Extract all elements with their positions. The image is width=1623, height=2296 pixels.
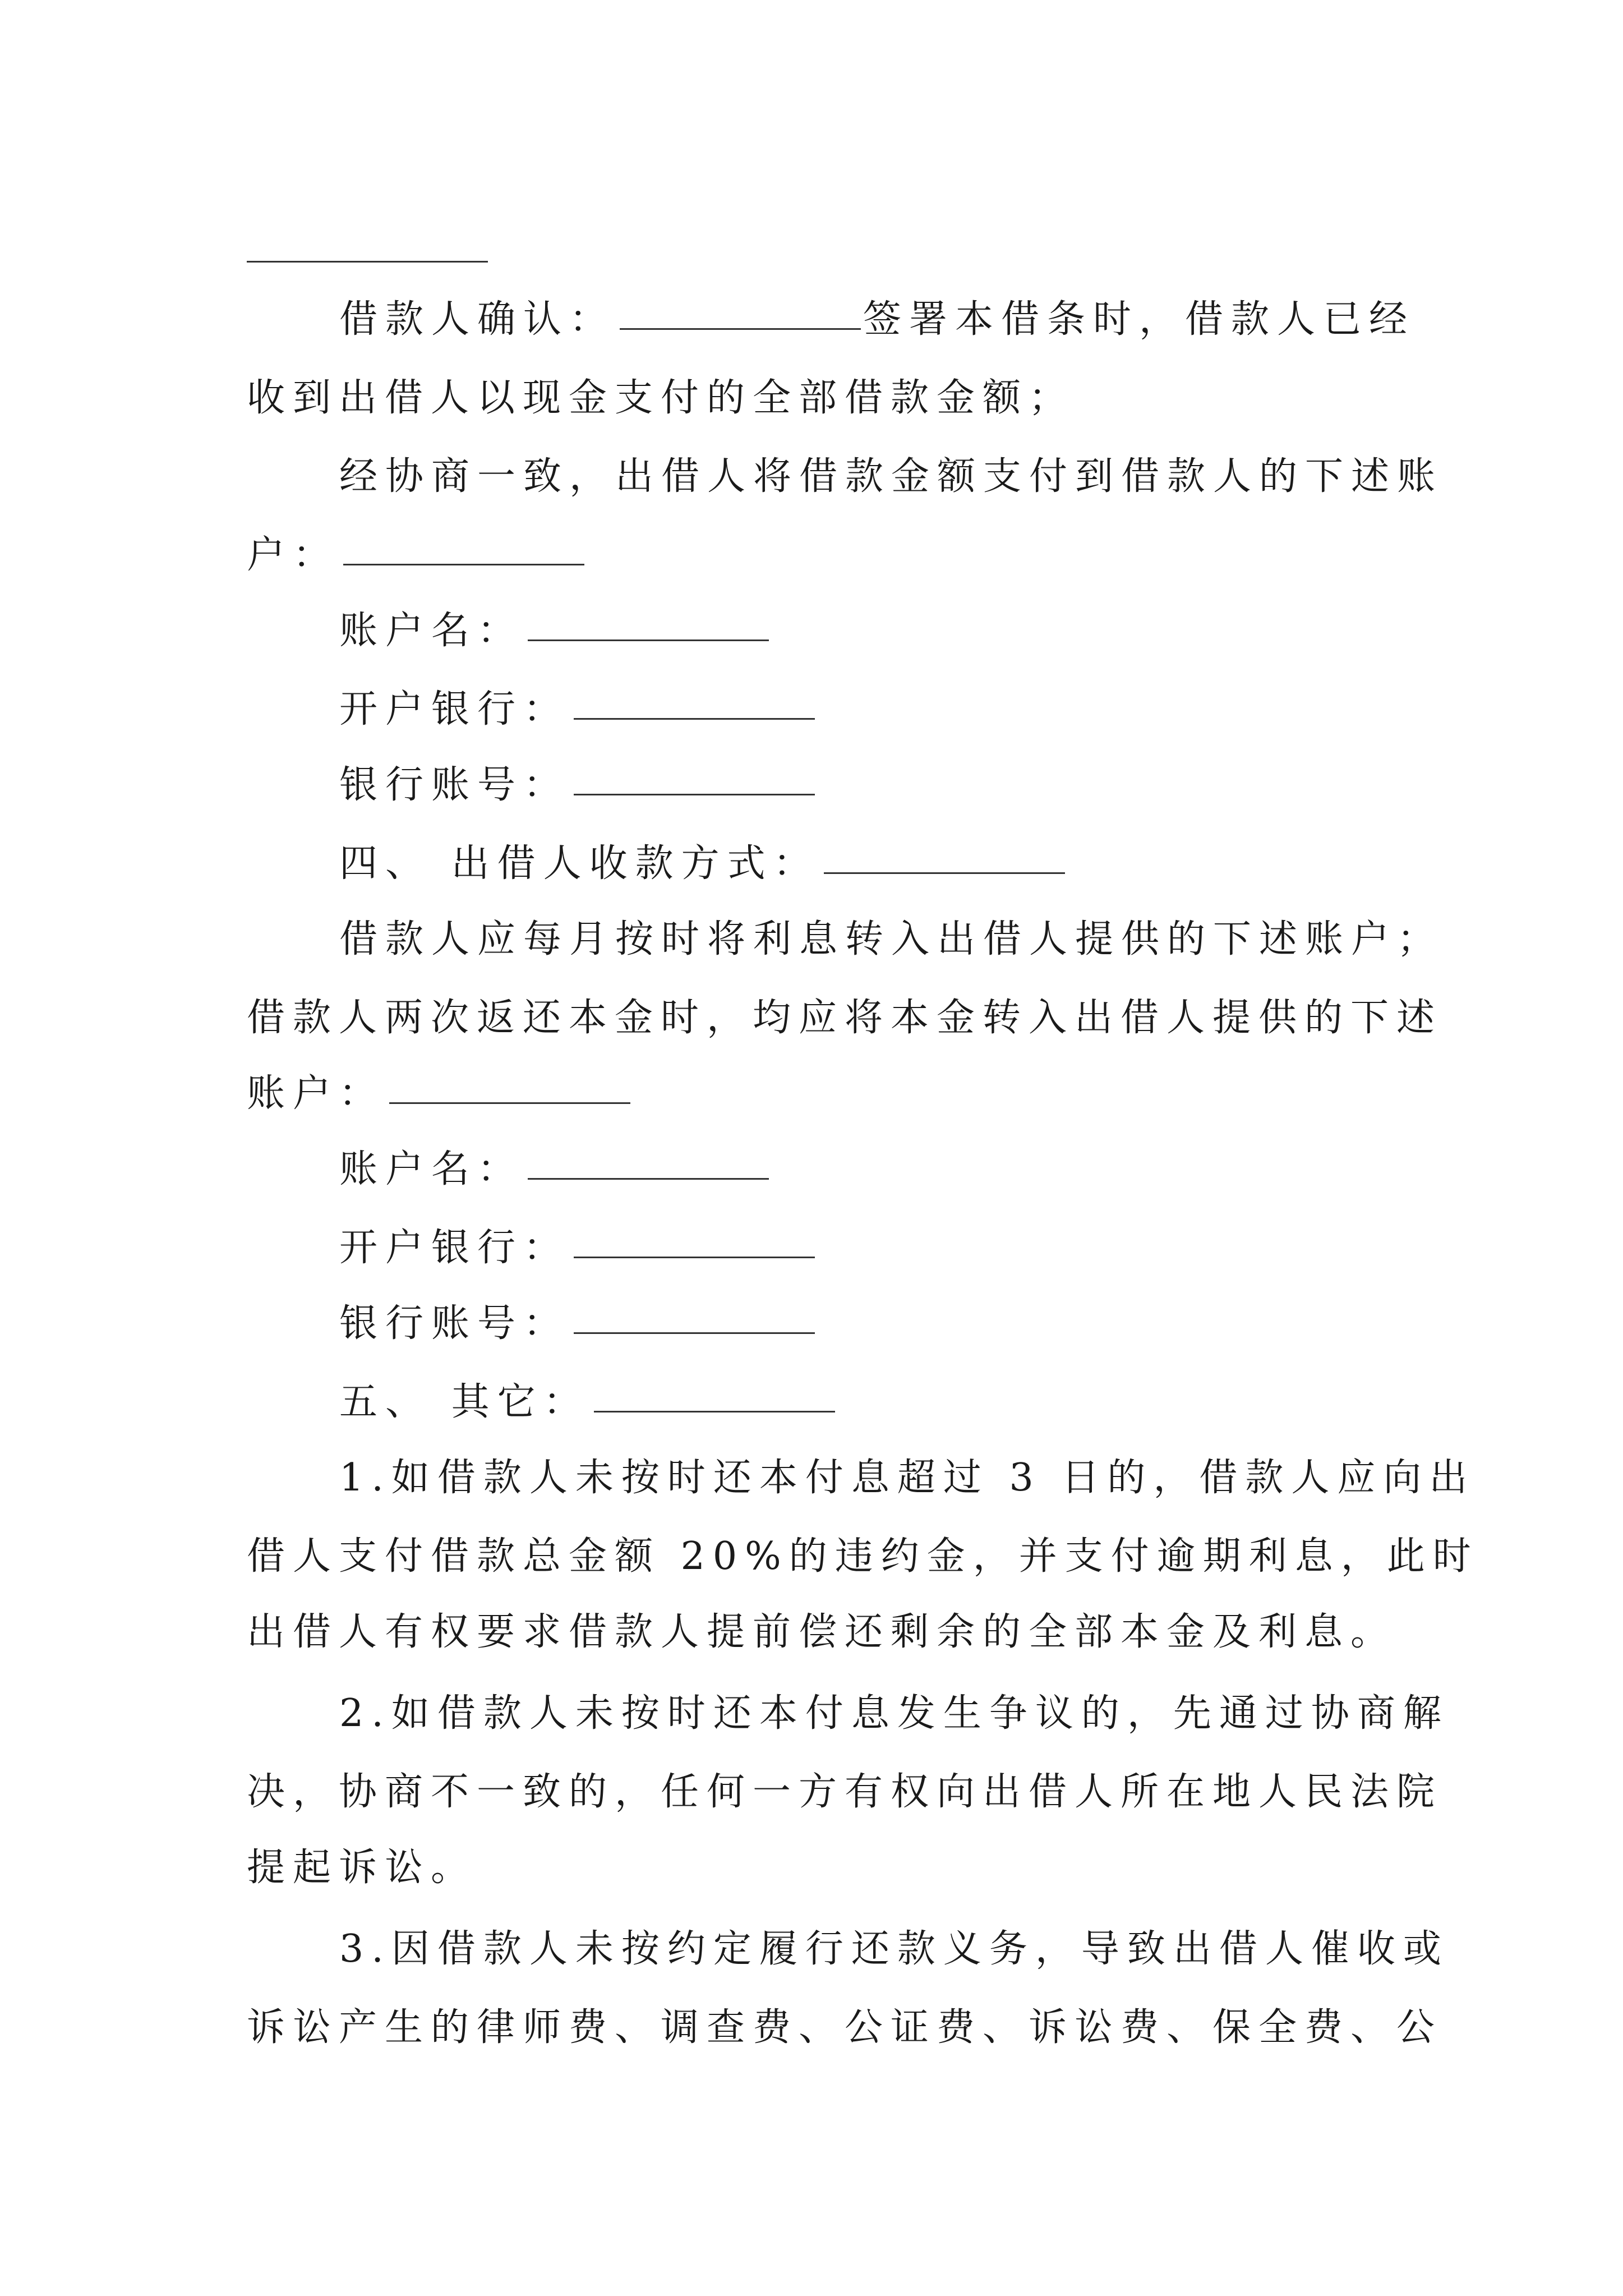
text-line: 出借人有权要求借款人提前偿还剩余的全部本金及利息。: [247, 1610, 1397, 1654]
fill-blank: [620, 328, 861, 330]
text-line: 四、 出借人收款方式：: [339, 839, 1067, 889]
text-line: 2.如借款人未按时还本付息发生争议的，先通过协商解: [339, 1691, 1449, 1736]
fill-blank: [528, 1178, 769, 1180]
text-line: 银行账号：: [339, 1299, 817, 1349]
text-line: 银行账号：: [339, 760, 817, 811]
text-line: 提起诉讼。: [247, 1846, 477, 1890]
text-line: 借款人应每月按时将利息转入出借人提供的下述账户；: [339, 917, 1444, 961]
text-line: 账户：: [247, 1069, 633, 1119]
text-line: 决，协商不一致的，任何一方有权向出借人所在地人民法院: [247, 1770, 1443, 1814]
fill-blank: [574, 718, 815, 720]
text-line: 1.如借款人未按时还本付息超过 3 日的，借款人应向出: [339, 1456, 1476, 1500]
text-line: 开户银行：: [339, 684, 817, 735]
fill-blank: [574, 1257, 815, 1258]
text-line: 借款人确认： 签署本借条时，借款人已经: [339, 297, 1415, 342]
text-line: 账户名：: [339, 1144, 771, 1195]
text-line: 收到出借人以现金支付的全部借款金额；: [247, 376, 1075, 420]
fill-blank: [389, 1102, 630, 1104]
text-line: 账户名：: [339, 606, 771, 656]
text-line: 3.因借款人未按约定履行还款义务，导致出借人催收或: [339, 1927, 1449, 1971]
fill-blank: [528, 639, 769, 641]
text-line: 开户银行：: [339, 1223, 817, 1273]
fill-blank: [594, 1411, 835, 1412]
text-line: 借人支付借款总金额 20%的违约金，并支付逾期利息，此时: [247, 1534, 1479, 1579]
text-line: 经协商一致，出借人将借款金额支付到借款人的下述账: [339, 454, 1444, 499]
text-line: 五、 其它：: [339, 1377, 837, 1428]
fill-blank: [824, 872, 1065, 874]
fill-blank: [574, 1332, 815, 1334]
text-line: 户：: [247, 530, 587, 581]
fill-blank: [343, 564, 584, 565]
text-line: 借款人两次返还本金时，均应将本金转入出借人提供的下述: [247, 996, 1443, 1040]
fill-blank: [574, 794, 815, 795]
text-line: 诉讼产生的律师费、调查费、公证费、诉讼费、保全费、公: [247, 2005, 1443, 2050]
top-rule: [247, 261, 488, 263]
